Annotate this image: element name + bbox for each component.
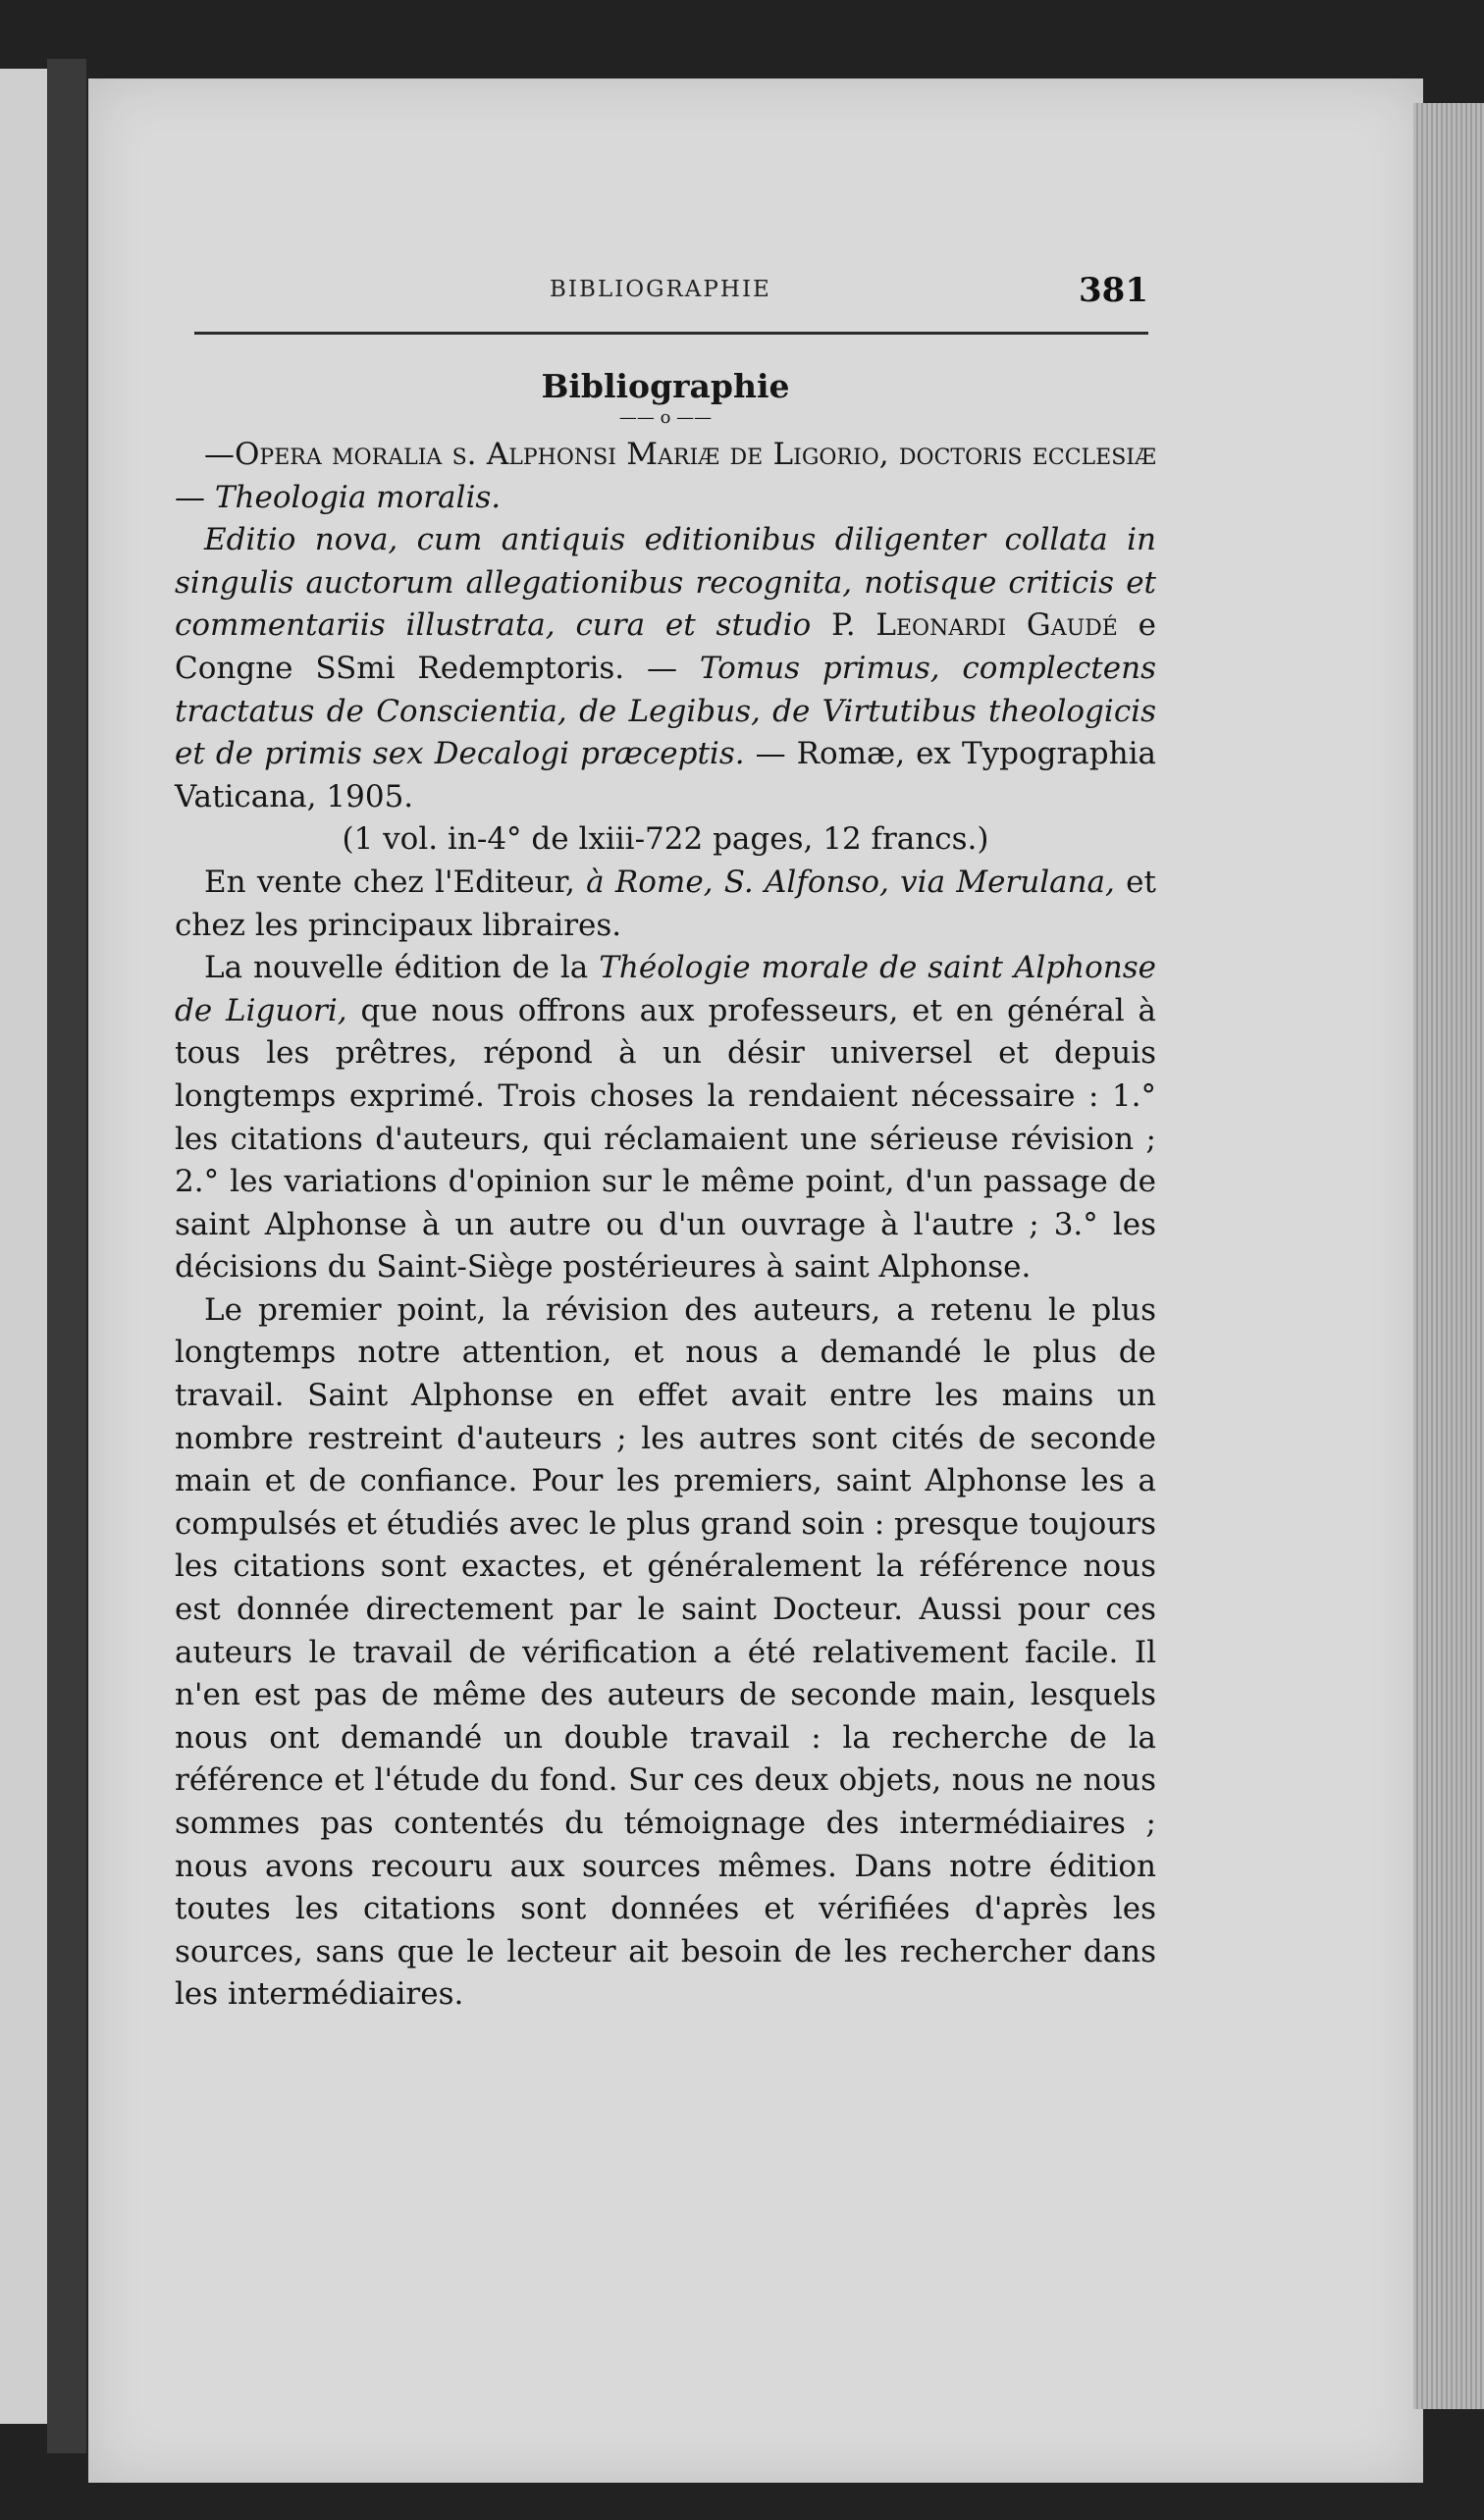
paragraph-1 xyxy=(175,947,1156,1289)
page-body xyxy=(175,365,1156,2017)
paragraph-2: Le premier point, la révision des auteurs, a retenu le plus longtemps notre attention, et nous a demandé le plus de travail. Saint Alphonse en effet avait entre les mains un nombre restreint d'auteurs ; les autres sont cités de seconde main et de confiance. Pour les premiers, saint Alphonse les a compulsés et étudiés avec le plus grand soin : presque toujours les citations sont exactes, et généralement la référence nous est donnée directement par le saint Docteur. Aussi pour ces auteurs le travail de vérification a été relativement facile. Il n'en est pas de même des auteurs de seconde main, lesquels nous ont demandé un double travail : la recherche de la référence et l'étude du fond. Sur ces deux objets, nous ne nous sommes pas contentés du témoignage des intermédiaires ; nous avons recouru aux sources mêmes. Dans notre édition toutes les citations sont données et vérifiées d'après les sources, sans que le lecteur ait besoin de les rechercher dans les intermédiaires. xyxy=(175,1291,1157,2013)
entry-sale xyxy=(175,862,1156,947)
page-number: 381 xyxy=(1079,271,1148,310)
edition-dash: — xyxy=(624,650,700,686)
entry-heading xyxy=(175,434,1156,519)
facing-page-edge xyxy=(0,69,47,2424)
entry-edition xyxy=(175,519,1156,818)
page-stack-edge xyxy=(1413,103,1484,2409)
sale-outro: et chez les principaux libraires. xyxy=(175,864,1156,943)
p1-body: que nous offrons aux professeurs, et en général à tous les prêtres, répond à un désir universel et depuis longtemps exprimé. Trois choses la rendaient nécessaire : 1.° les citations d'auteurs, qui réclamaient une sérieuse révision ; 2.° les variations d'opinion sur le même point, d'un passage de saint Alphonse à un autre ou d'un ouvrage à l'autre ; 3.° les décisions du Saint-Siège postérieures à saint Alphonse. xyxy=(175,992,1156,1286)
edition-editor: Leonardi Gaudé xyxy=(875,607,1118,644)
edition-congregation: e Congne SSmi Redemptoris. xyxy=(175,607,1157,686)
edition-tome: Tomus primus, complectens tractatus de Conscientia, de Legibus, de Virtutibus theologicis et de primis sex Decalogi præceptis. xyxy=(175,650,1156,772)
edition-prefix: P. xyxy=(811,607,876,644)
p1-work-title: Théologie morale de saint Alphonse de Liguori, xyxy=(175,950,1156,1028)
header-rule xyxy=(194,332,1148,335)
entry-volume: (1 vol. in-4° de lxiii-722 pages, 12 francs.) xyxy=(342,821,989,858)
entry-heading-title: Theologia moralis. xyxy=(214,479,502,515)
running-head xyxy=(194,273,1148,332)
book-gutter xyxy=(47,59,86,2453)
sale-address: à Rome, S. Alfonso, via Merulana, xyxy=(586,864,1115,900)
edition-imprint: — Romæ, ex Typographia Vaticana, 1905. xyxy=(175,736,1156,814)
running-head-title: BIBLIOGRAPHIE xyxy=(550,277,771,302)
entry-heading-dash: — xyxy=(175,479,215,515)
p1-intro: La nouvelle édition de la xyxy=(204,950,600,986)
sale-intro: En vente chez l'Editeur, xyxy=(204,864,587,900)
section-title: Bibliographie xyxy=(541,367,790,405)
entry-heading-author: —Opera moralia s. Alphonsi Mariæ de Ligorio, doctoris ecclesiæ xyxy=(204,437,1156,472)
title-ornament: —— o —— xyxy=(618,407,713,428)
edition-description: Editio nova, cum antiquis editionibus diligenter collata in singulis auctorum allegationibus recognita, notisque criticis et commentariis illustrata, cura et studio xyxy=(175,522,1156,644)
